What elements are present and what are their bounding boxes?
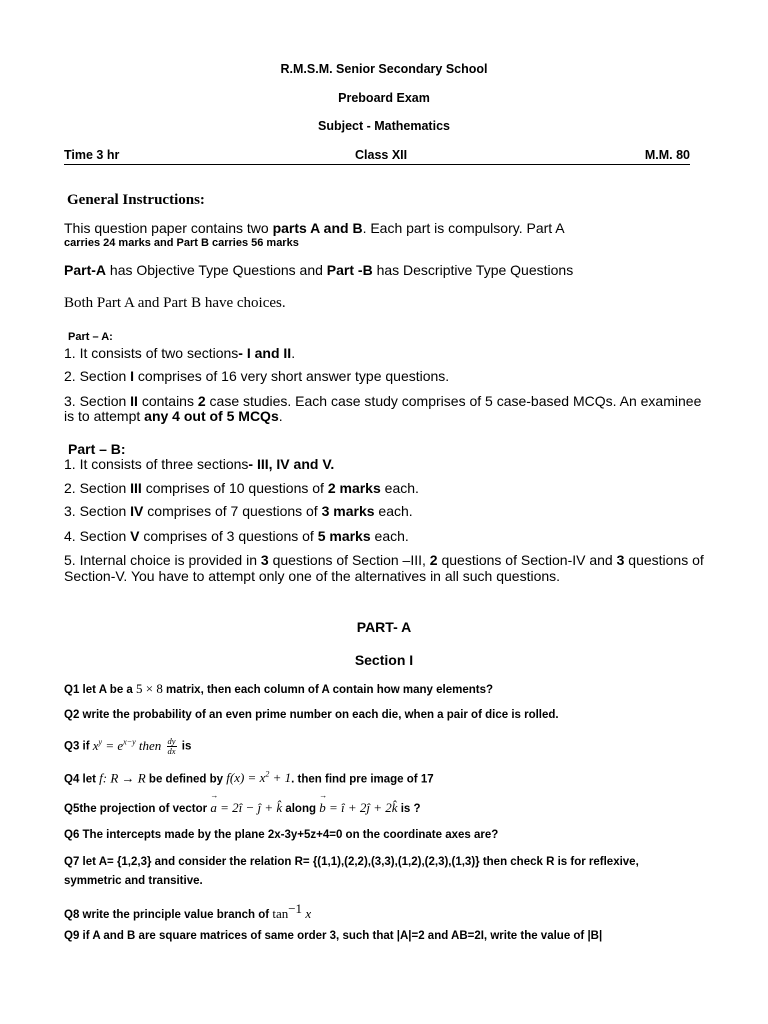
part-b-item-3: 3. Section IV comprises of 7 questions of 3 marks each. [64, 503, 413, 519]
question-4: Q4 let f: R → R be defined by $f(x) = x^2 + 1$. then find pre image of 17 [64, 770, 434, 786]
part-a-item-3: 3. Section II contains 2 case studies. Each case study comprises of 5 case-based MCQs. An examinee [64, 393, 702, 409]
marks-label: M.M. 80 [644, 148, 690, 162]
part-a-item-3-cont: is to attempt any 4 out of 5 MCQs. [64, 408, 283, 424]
derivative-fraction: $\frac{dy}{dx}$ [167, 736, 176, 756]
part-b-item-4: 4. Section V comprises of 3 questions of 5 marks each. [64, 528, 409, 544]
instructions-line-1: This question paper contains two parts A and B. Each part is compulsory. Part A [64, 220, 565, 236]
question-8: Q8 write the principle value branch of $\tan^{-1} x$ [64, 901, 312, 921]
question-6: Q6 The intercepts made by the plane 2x-3y+5z+4=0 on the coordinate axes are? [64, 829, 499, 841]
part-title: PART- A [356, 619, 412, 635]
question-7: Q7 let A= {1,2,3} and consider the relation R= {(1,1),(2,2),(3,3),(1,2),(2,3),(1,3)} then check R is for reflexive, [64, 856, 639, 868]
part-a-heading: Part – A: [68, 331, 113, 343]
instructions-line-3: Part-A has Objective Type Questions and Part -B has Descriptive Type Questions [64, 262, 574, 278]
part-a-item-2: 2. Section I comprises of 16 very short answer type questions. [64, 368, 450, 384]
question-7-cont: symmetric and transitive. [64, 875, 203, 887]
question-5: Q5the projection of vector → a = 2î − ĵ + k̂ along → b = î + 2ĵ + 2k̂ is ? [64, 800, 421, 816]
question-2: Q2 write the probability of an even prime number on each die, when a pair of dice is rolled. [64, 709, 559, 721]
class-label: Class XII [355, 148, 408, 162]
part-b-item-5: 5. Internal choice is provided in 3 questions of Section –III, 2 questions of Section-IV and 3 questions of [64, 552, 704, 568]
instructions-line-2: carries 24 marks and Part B carries 56 marks [64, 237, 299, 249]
instructions-line-4: Both Part A and Part B have choices. [64, 295, 286, 311]
vector-a: → a [210, 800, 217, 816]
question-1: Q1 let A be a 5 × 8 matrix, then each column of A contain how many elements? [64, 681, 494, 696]
part-a-item-1: 1. It consists of two sections- I and II. [64, 345, 296, 361]
section-title: Section I [354, 652, 414, 668]
part-b-item-2: 2. Section III comprises of 10 questions of 2 marks each. [64, 480, 419, 496]
exam-name: Preboard Exam [338, 91, 430, 105]
header-rule [64, 148, 690, 165]
subject-name: Subject - Mathematics [318, 119, 450, 133]
part-b-item-1: 1. It consists of three sections- III, IV and V. [64, 456, 335, 472]
vector-b: → b [319, 800, 326, 816]
part-b-heading: Part – B: [68, 441, 126, 457]
time-label: Time 3 hr [64, 148, 120, 162]
school-name: R.M.S.M. Senior Secondary School [280, 62, 488, 76]
question-3: Q3 if $x^y = e^{x-y}$ then $\frac{dy}{dx}$ is [64, 736, 192, 756]
question-9: Q9 if A and B are square matrices of same order 3, such that |A|=2 and AB=2I, write the value of |B| [64, 930, 603, 942]
instructions-heading: General Instructions: [67, 192, 205, 208]
part-b-item-5-cont: Section-V. You have to attempt only one of the alternatives in all such questions. [64, 568, 561, 584]
